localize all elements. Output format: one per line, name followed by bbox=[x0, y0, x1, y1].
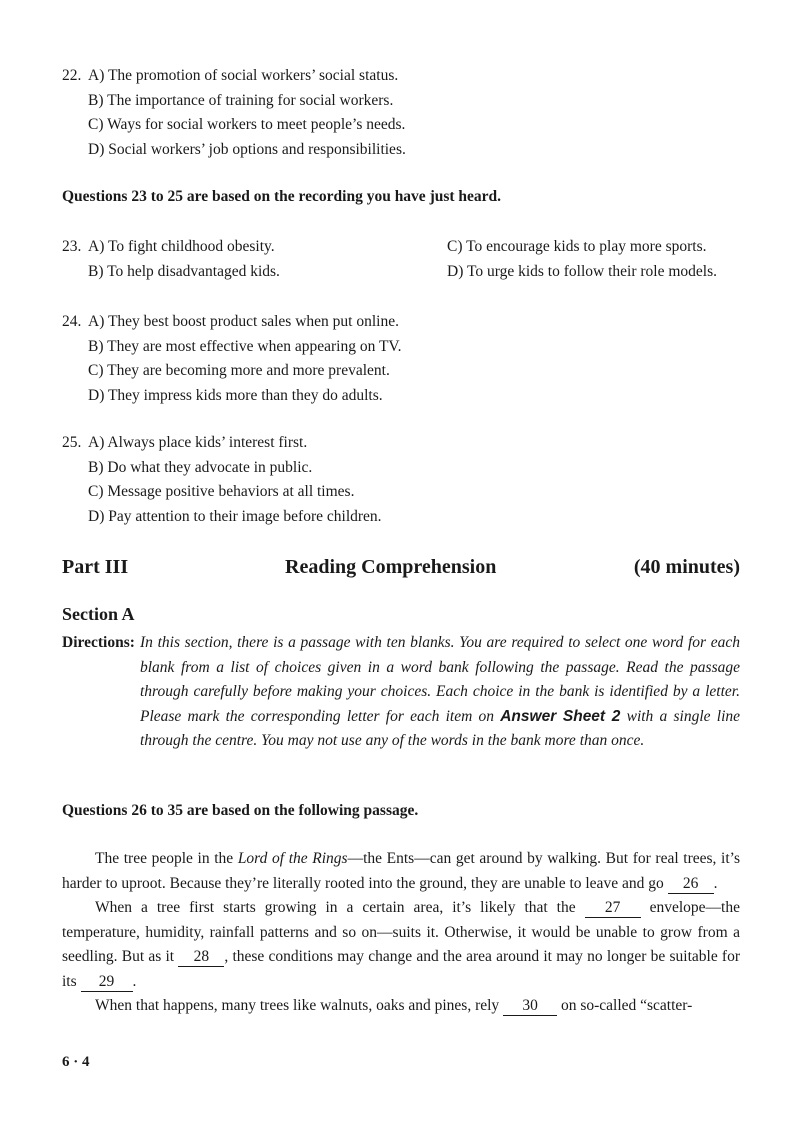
answer-sheet-emphasis: Answer Sheet 2 bbox=[500, 707, 621, 725]
directions-text: In this section, there is a passage with ten blanks. You are required to select one word for each blank from a list of choices given in a word bank following the passage. Read the passage through carefully before making your choices. Each choice in the bank is identified by a letter. Please mark the corresponding letter for each item on Answer Sheet 2 with a single line through the centre. You may not use any of the words in the bank more than once. bbox=[140, 634, 741, 749]
option-23-b: B) To help disadvantaged kids. bbox=[88, 262, 280, 280]
question-24 bbox=[62, 310, 402, 408]
option-23-d: D) To urge kids to follow their role models. bbox=[447, 262, 717, 280]
option-24-a: 24. A) They best boost product sales when put online. bbox=[62, 313, 399, 330]
part-label: Part III bbox=[62, 556, 129, 578]
blank-26[interactable]: 26 bbox=[668, 875, 714, 894]
option-24-b: B) They are most effective when appearing on TV. bbox=[88, 337, 402, 355]
questions-26-35-header: Questions 26 to 35 are based on the following passage. bbox=[62, 802, 419, 819]
part-time: (40 minutes) bbox=[633, 556, 740, 578]
part-heading bbox=[62, 556, 740, 582]
option-25-c: C) Message positive behaviors at all times. bbox=[88, 483, 355, 500]
question-22 bbox=[62, 64, 406, 162]
passage-paragraph-1: The tree people in the Lord of the Rings—the Ents—can get around by walking. But for real trees, it’s harder to uproot. Because they’re literally rooted into the ground, they are unable to leave and go 26 . bbox=[62, 850, 740, 892]
option-22-b: B) The importance of training for social workers. bbox=[88, 91, 394, 109]
exam-page bbox=[62, 0, 740, 1141]
option-25-d: D) Pay attention to their image before children. bbox=[88, 507, 382, 525]
option-22-d: D) Social workers’ job options and responsibilities. bbox=[88, 140, 406, 158]
blank-29[interactable]: 29 bbox=[81, 973, 133, 992]
part-title: Reading Comprehension bbox=[285, 556, 497, 578]
option-24-d: D) They impress kids more than they do adults. bbox=[88, 386, 383, 404]
option-25-a: 25. A) Always place kids’ interest first. bbox=[62, 434, 308, 451]
section-title: Section A bbox=[62, 604, 135, 624]
book-title: Lord of the Rings bbox=[237, 850, 348, 867]
option-22-c: C) Ways for social workers to meet people’s needs. bbox=[88, 116, 406, 133]
blank-28[interactable]: 28 bbox=[178, 948, 224, 967]
passage-paragraph-3: When that happens, many trees like walnuts, oaks and pines, rely 30 on so-called “scatter- bbox=[95, 997, 693, 1014]
blank-27[interactable]: 27 bbox=[585, 899, 641, 918]
questions-23-25-header: Questions 23 to 25 are based on the recording you have just heard. bbox=[62, 188, 502, 205]
question-25 bbox=[62, 431, 382, 529]
option-25-b: B) Do what they advocate in public. bbox=[88, 458, 313, 476]
page-number: 6 · 4 bbox=[62, 1054, 90, 1070]
passage-paragraph-2: When a tree first starts growing in a certain area, it’s likely that the 27 envelope—the temperature, humidity, rainfall patterns and so on—suits it. Otherwise, it would be unable to grow from a seedling. But as it 28 , these conditions may change and the area around it may no longer be suitable for its 29 . bbox=[62, 899, 740, 990]
option-22-a: 22. A) The promotion of social workers’ social status. bbox=[62, 67, 399, 84]
directions-label: Directions: bbox=[62, 634, 135, 651]
option-23-a: 23. A) To fight childhood obesity. bbox=[62, 238, 275, 255]
option-24-c: C) They are becoming more and more prevalent. bbox=[88, 362, 390, 379]
reading-passage bbox=[62, 847, 740, 1019]
blank-30[interactable]: 30 bbox=[503, 997, 557, 1016]
option-23-c: C) To encourage kids to play more sports. bbox=[447, 238, 707, 255]
